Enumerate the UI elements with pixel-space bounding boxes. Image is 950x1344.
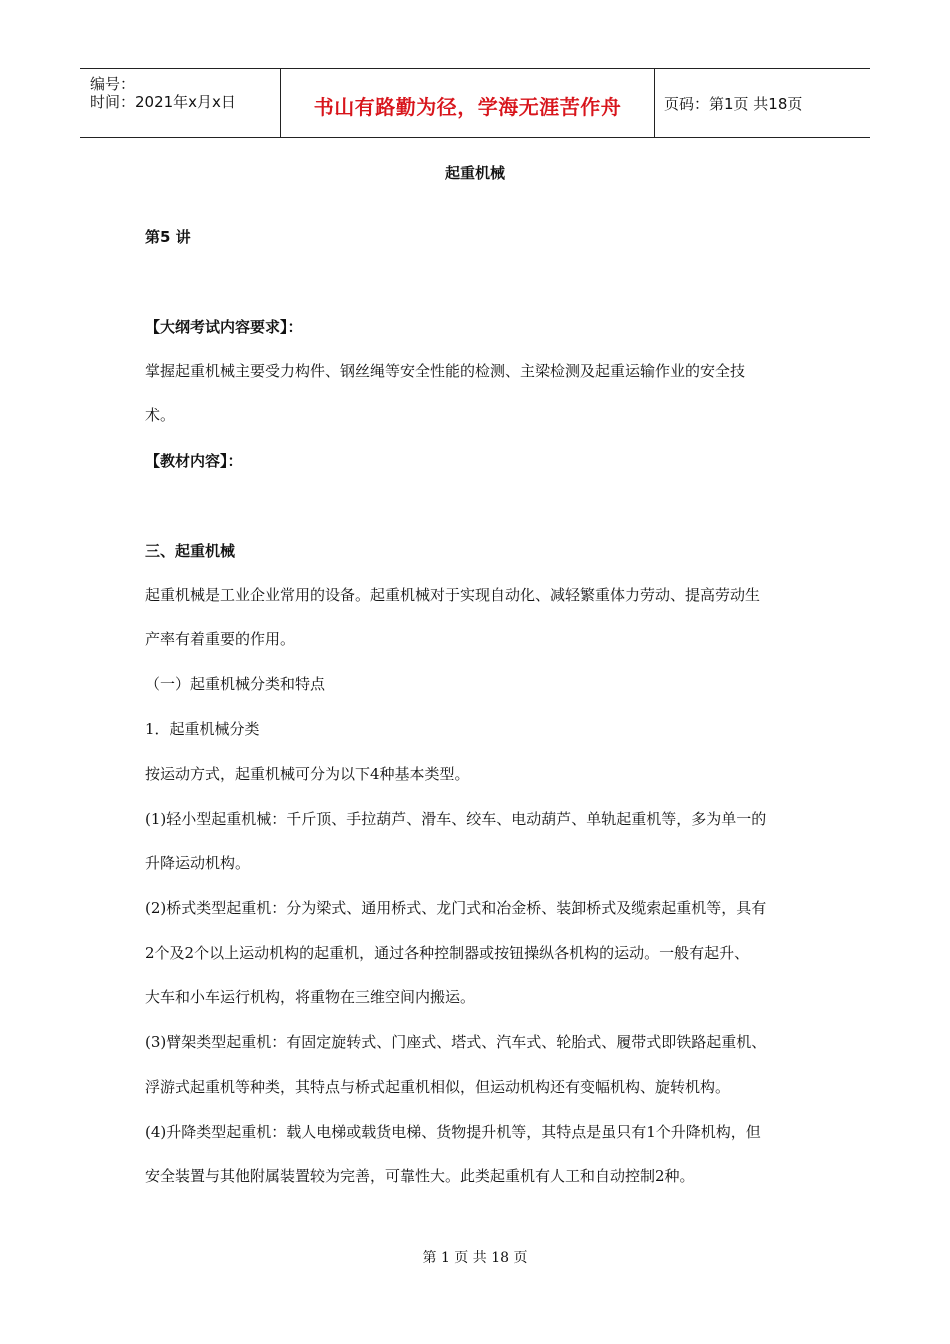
lecture-number: 第5 讲 xyxy=(145,228,191,246)
document-number: 编号： xyxy=(90,75,136,93)
syllabus-heading: 【大纲考试内容要求】： xyxy=(145,318,303,336)
subsection-heading: 1．起重机械分类 xyxy=(145,720,260,738)
body-line: 浮游式起重机等种类，其特点与桥式起重机相似，但运动机构还有变幅机构、旋转机构。 xyxy=(145,1078,731,1096)
document-title: 起重机械 xyxy=(444,164,505,182)
body-line: 升降运动机构。 xyxy=(145,854,251,872)
body-line: 安全装置与其他附属装置较为完善，可靠性大。此类起重机有人工和自动控制2种。 xyxy=(145,1167,695,1185)
syllabus-text-cont: 术。 xyxy=(145,406,176,424)
body-line: 产率有着重要的作用。 xyxy=(145,630,296,648)
section-heading: 三、起重机械 xyxy=(145,542,236,560)
body-line: (3)臂架类型起重机：有固定旋转式、门座式、塔式、汽车式、轮胎式、履带式即铁路起重机、 xyxy=(145,1033,767,1051)
syllabus-text: 掌握起重机械主要受力构件、钢丝绳等安全性能的检测、主梁检测及起重运输作业的安全技 xyxy=(145,362,746,380)
body-line: 2个及2个以上运动机构的起重机，通过各种控制器或按钮操纵各机构的运动。一般有起升、 xyxy=(145,944,750,962)
header-right-cell xyxy=(654,69,870,137)
motto: 书山有路勤为径，学海无涯苦作舟 xyxy=(313,95,622,119)
page-info: 页码：第1页 共18页 xyxy=(664,95,803,113)
document-date: 时间：2021年x月x日 xyxy=(90,93,236,111)
body-line: (4)升降类型起重机：载人电梯或载货电梯、货物提升机等，其特点是虽只有1个升降机构，但 xyxy=(145,1123,761,1141)
body-line: (2)桥式类型起重机：分为梁式、通用桥式、龙门式和冶金桥、装卸桥式及缆索起重机等，具有 xyxy=(145,899,767,917)
body-line: 起重机械是工业企业常用的设备。起重机械对于实现自动化、减轻繁重体力劳动、提高劳动生 xyxy=(145,586,761,604)
header-motto-cell xyxy=(280,69,655,137)
body-line: (1)轻小型起重机械：千斤顶、手拉葫芦、滑车、绞车、电动葫芦、单轨起重机等，多为单一的 xyxy=(145,810,767,828)
body-line: 按运动方式，起重机械可分为以下4种基本类型。 xyxy=(145,765,470,783)
body-line: 大车和小车运行机构，将重物在三维空间内搬运。 xyxy=(145,988,476,1006)
page-footer: 第 1 页 共 18 页 xyxy=(422,1250,528,1266)
header-left-cell xyxy=(80,69,280,137)
header-table xyxy=(80,68,870,138)
subsection-heading: （一）起重机械分类和特点 xyxy=(145,675,326,693)
textbook-heading: 【教材内容】： xyxy=(145,452,243,470)
